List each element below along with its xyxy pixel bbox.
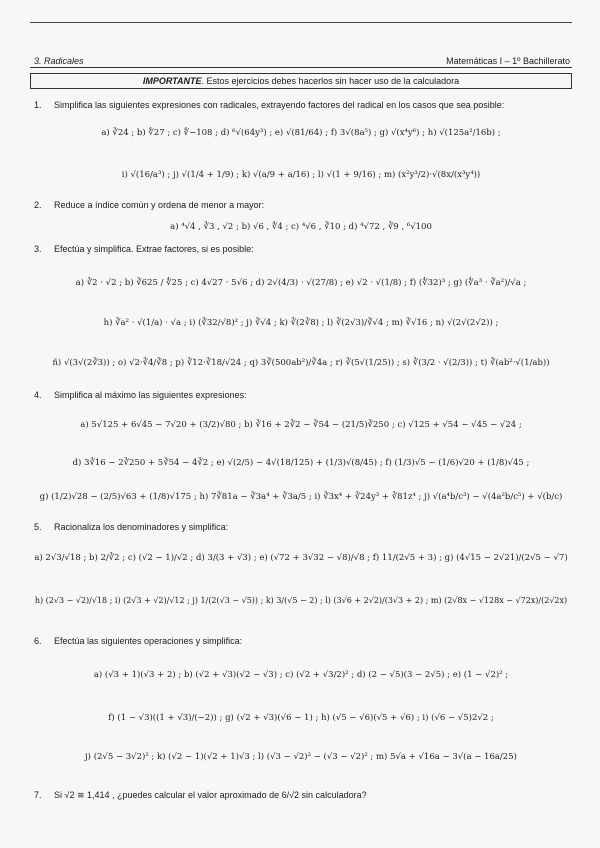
q3-line-2: h) ∛a² · √(1/a) · √a ; i) (∛32/√8)² ; j) ∛√4 ; k) ∛(2∛8) ; l) ∛(2√3)/∛√4 ; m) ∛√16 ; n) √(2√(2√2)) ; [103,318,499,328]
question-number: 2. [34,200,42,210]
question-3 [34,244,254,254]
question-text: Simplifica al máximo las siguientes expresiones: [54,390,247,400]
notice-text: . Estos ejercicios debes hacerlos sin hacer uso de la calculadora [201,76,460,86]
question-4 [34,390,247,400]
question-text: Reduce a índice común y ordena de menor a mayor: [54,200,265,210]
header-course: Matemáticas I – 1º Bachillerato [446,56,570,66]
q6-line-2: f) (1 − √3)((1 + √3)/(−2)) ; g) (√2 + √3)(√6 − 1) ; h) (√5 − √6)(√5 + √6) ; i) (√6 − √5)2√2 ; [108,713,494,723]
top-rule [30,22,572,23]
question-text: Efectúa y simplifica. Extrae factores, si es posible: [54,244,254,254]
question-text: Racionaliza los denominadores y simplifica: [54,522,229,532]
q4-line-2: d) 3∛16 − 2∛250 + 5∛54 − 4∛2 ; e) √(2/5) − 4√(18/125) + (1/3)√(8/45) ; f) (1/3)√5 − (1/6)√20 + (1/8)√45 ; [72,458,530,468]
important-notice [30,73,572,89]
question-number: 4. [34,390,42,400]
question-1 [34,100,504,110]
q6-line-3: j) (2√5 − 3√2)² ; k) (√2 − 1)(√2 + 1)√3 ; l) (√3 − √2)² − (√3 − √2)² ; m) 5√a + √16a − 3√(a − 16a/25) [85,752,517,762]
question-number: 6. [34,636,42,646]
notice-strong: IMPORTANTE [142,76,202,86]
q3-line-1: a) ∛2 · √2 ; b) ∛625 / ∜25 ; c) 4√27 · 5√6 ; d) 2√(4/3) · √(27/8) ; e) √2 · √(1/8) ; f) (∜32)³ ; g) (∜a³ · ∛a²)/√a ; [75,278,527,288]
question-text: Efectúa las siguientes operaciones y simplifica: [54,636,243,646]
q4-line-3: g) (1/2)√28 − (2/5)√63 + (1/8)√175 ; h) 7∛81a − ∛3a⁴ + ∛3a/5 ; i) ∛3x⁴ + ∛24y³ + ∛81z⁴ ; j) √(a⁴b/c³) − √(4a²b/c⁵) + √(b/c) [39,492,563,502]
header-rule [30,67,572,68]
q5-line-2: h) (2√3 − √2)/√18 ; i) (2√3 + √2)/√12 ; j) 1/(2(√3 − √5)) ; k) 3/(√5 − 2) ; l) (3√6 + 2√2)/(3√3 + 2) ; m) (2√8x − √128x − √72x)/(2√2x) [34,596,568,605]
q2-line-1: a) ⁴√4 , ∛3 , √2 ; b) √6 , ∜4 ; c) ⁴√6 , ∛10 ; d) ⁴√72 , ∛9 , ⁶√100 [170,222,432,232]
question-2 [34,200,264,210]
q6-line-1: a) (√3 + 1)(√3 + 2) ; b) (√2 + √3)(√2 − √3) ; c) (√2 + √3/2)² ; d) (2 − √5)(3 − 2√5) ; e) (1 − √2)² ; [93,670,509,680]
q3-line-3: ñ) √(3√(2∛3)) ; o) √2·∛4/∛8 ; p) ∛12·∛18/√24 ; q) 3∛(500ab²)/∛4a ; r) ∛(5√(1/25)) ; s) ∛(3/2 · √(2/3)) ; t) ∛(ab²·√(1/ab)) [52,358,550,368]
q1-line-1: a) ∛24 ; b) ∜27 ; c) ∜−108 ; d) ⁶√(64y³) ; e) √(81/64) ; f) 3√(8a⁵) ; g) √(x⁴y⁶) ; h) √(125a²/16b) ; [101,128,501,138]
question-text: Si √2 ≅ 1,414 , ¿puedes calcular el valor aproximado de 6/√2 sin calculadora? [54,790,367,800]
q1-line-2: i) √(16/a³) ; j) √(1/4 + 1/9) ; k) √(a/9 + a/16) ; l) √(1 + 9/16) ; m) (x²y³/2)·√(8x/(x³y⁴)) [121,170,481,180]
q4-line-1: a) 5√125 + 6√45 − 7√20 + (3/2)√80 ; b) ∛16 + 2∛2 − ∛54 − (21/5)∛250 ; c) √125 + √54 − √45 − √24 ; [80,420,522,430]
question-number: 7. [34,790,42,800]
header-unit-title: 3. Radicales [34,56,84,66]
question-number: 1. [34,100,42,110]
question-6 [34,636,242,646]
question-7 [34,790,367,801]
question-5 [34,522,228,532]
question-number: 3. [34,244,42,254]
q5-line-1: a) 2√3/√18 ; b) 2/∛2 ; c) (√2 − 1)/√2 ; d) 3/(3 + √3) ; e) (√72 + 3√32 − √8)/√8 ; f) 11/(2√5 + 3) ; g) (4√15 − 2√21)/(2√5 − √7) [34,553,568,563]
question-text: Simplifica las siguientes expresiones con radicales, extrayendo factores del radical en los casos que sea posible: [54,100,505,110]
question-number: 5. [34,522,42,532]
